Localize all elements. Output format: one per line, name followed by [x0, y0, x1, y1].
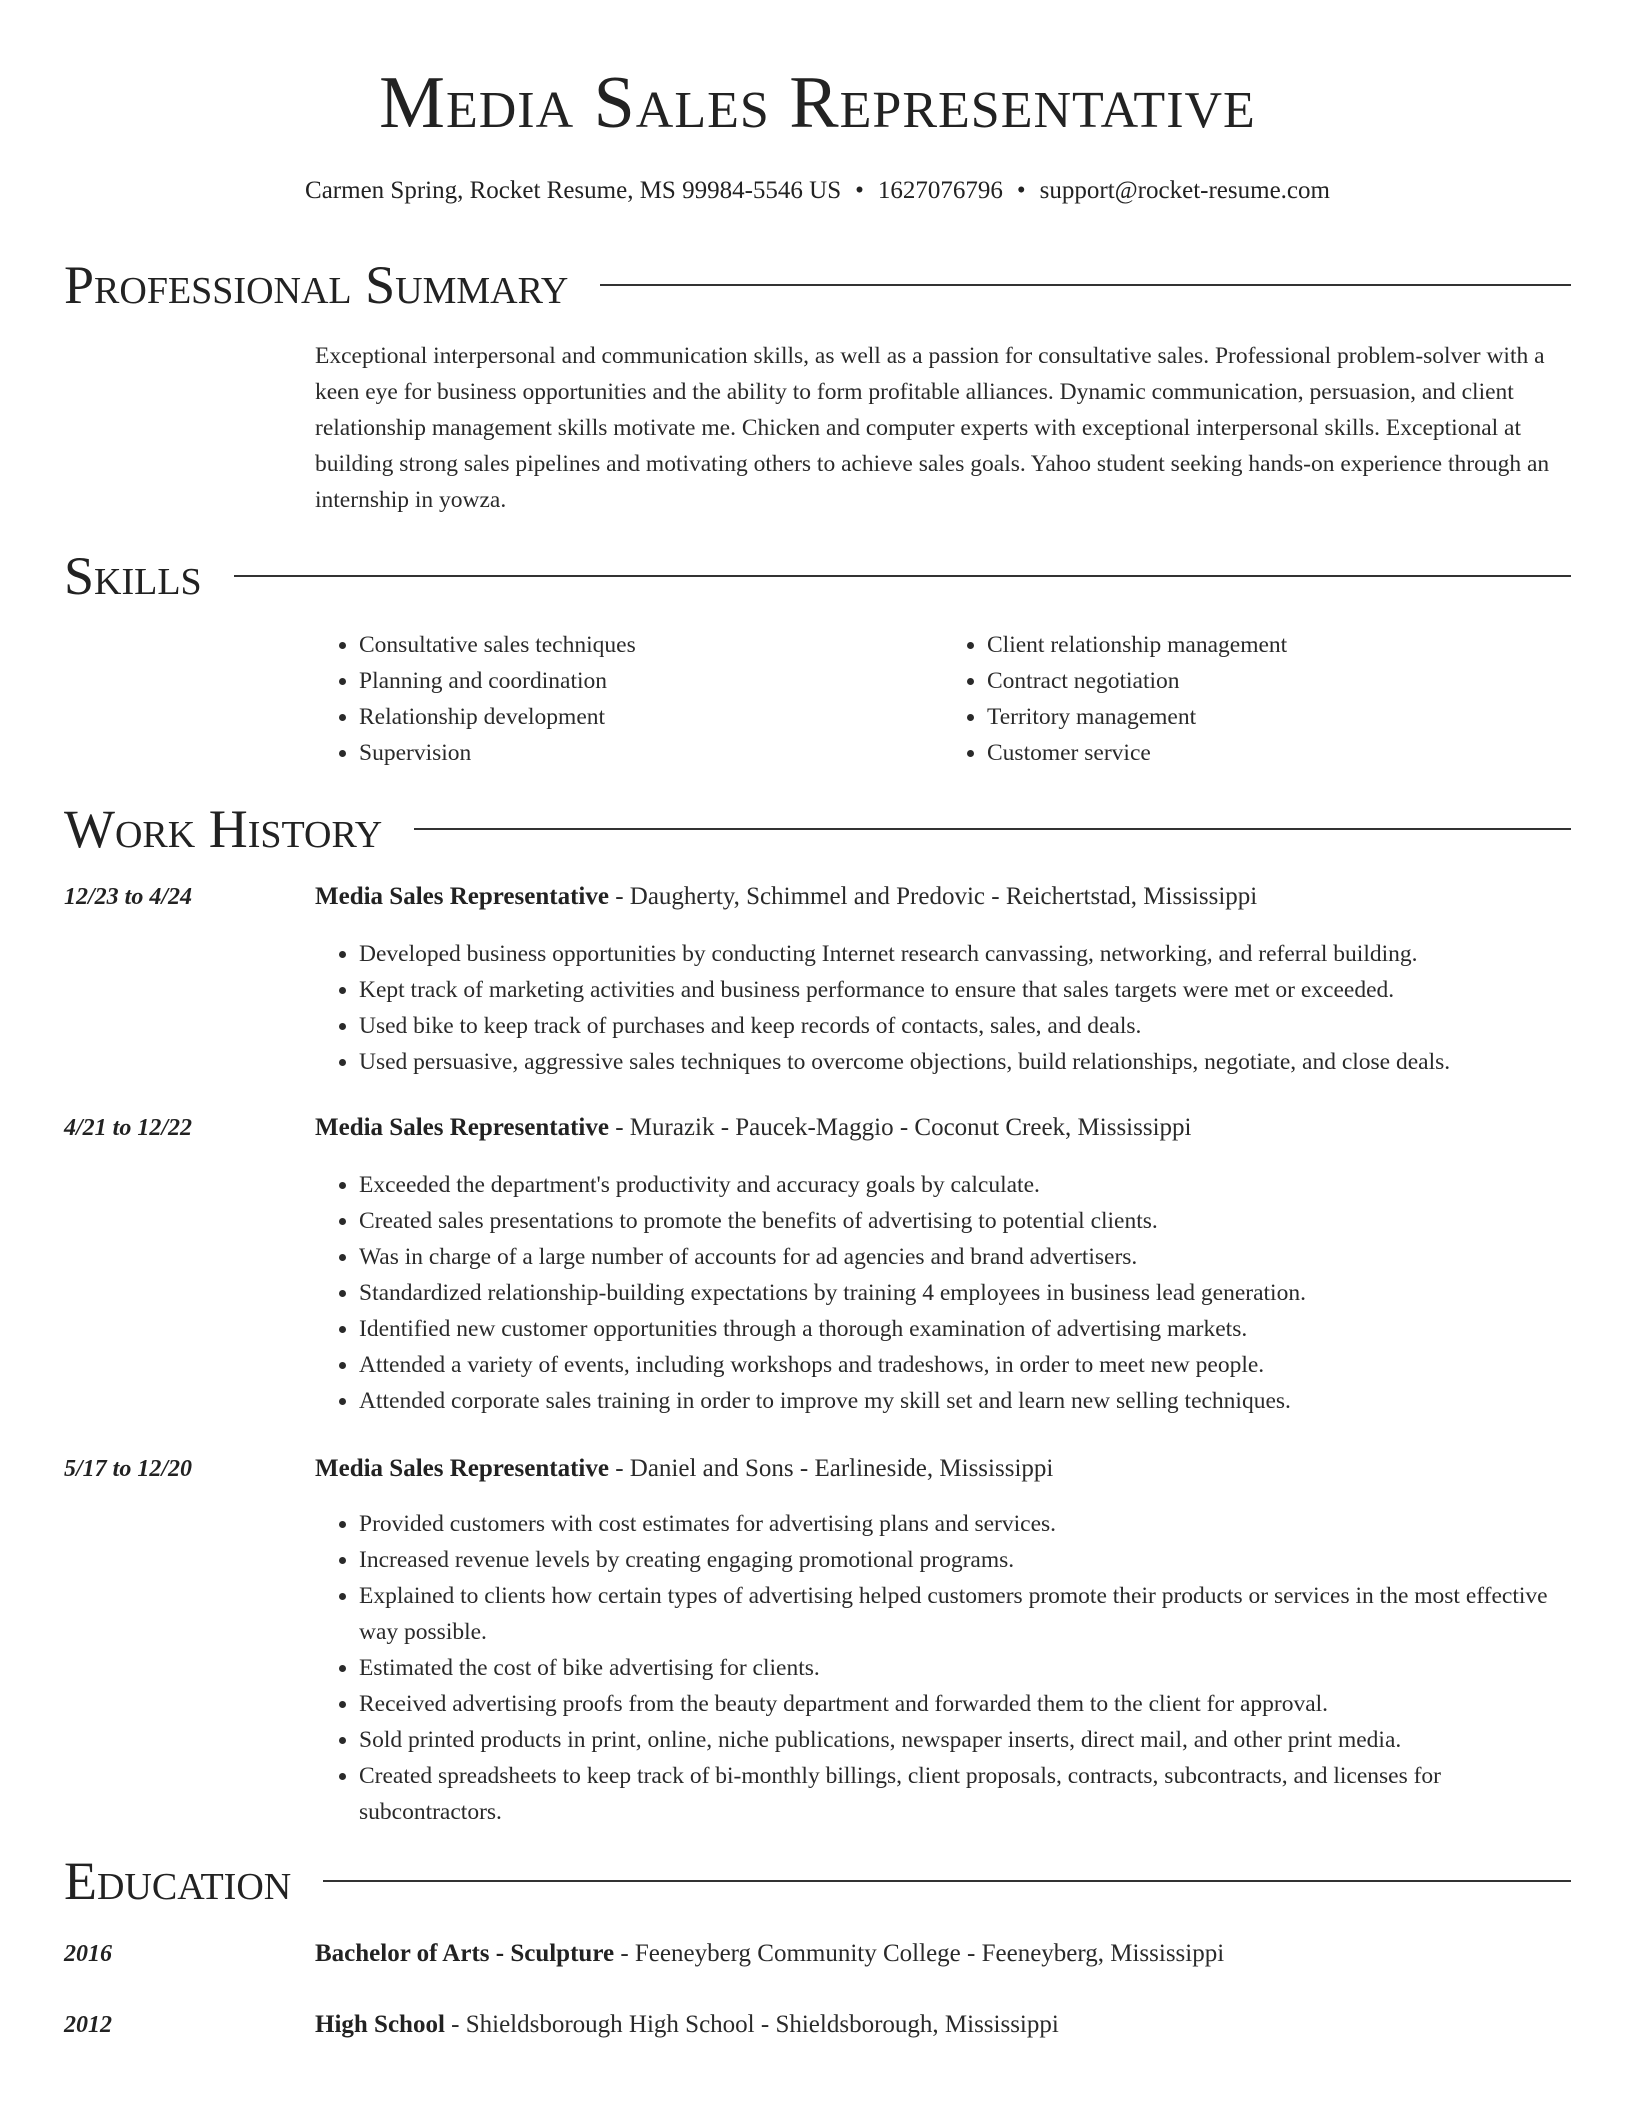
job-bullets — [315, 1167, 1571, 1419]
education-line — [315, 1937, 1571, 1971]
skills-list — [315, 627, 1571, 771]
education-heading: Education — [64, 1851, 292, 1911]
skills-heading: Skills — [64, 546, 202, 606]
skill-item: • Planning and coordination — [359, 663, 943, 699]
job-bullet: • Explained to clients how certain types of advertising helped customers promote their products or services in the most effective way possible. — [359, 1578, 1571, 1650]
section-divider — [414, 828, 1571, 830]
education-section-header — [64, 1849, 1571, 1913]
job-bullet: • Used persuasive, aggressive sales techniques to overcome objections, build relationships, negotiate, and close deals. — [359, 1044, 1571, 1080]
work-heading: Work History — [64, 799, 383, 859]
work-section-header — [64, 797, 1571, 861]
resume-title: Media Sales Representative — [379, 62, 1256, 144]
job-bullet: • Provided customers with cost estimates for advertising plans and services. — [359, 1506, 1571, 1542]
job-bullet: • Used bike to keep track of purchases and keep records of contacts, sales, and deals. — [359, 1008, 1571, 1044]
job-bullet: • Kept track of marketing activities and business performance to ensure that sales targets were met or exceeded. — [359, 972, 1571, 1008]
section-divider — [234, 575, 1571, 577]
summary-heading: Professional Summary — [64, 255, 569, 315]
education-details: - Shieldsborough High School - Shieldsborough, Mississippi — [444, 2011, 1059, 2038]
skill-item: • Territory management — [987, 699, 1571, 735]
job-bullet: • Sold printed products in print, online, niche publications, newspaper inserts, direct mail, and other print media. — [359, 1722, 1571, 1758]
job-details: - Daniel and Sons - Earlineside, Mississippi — [608, 1455, 1054, 1482]
contact-separator: • — [1016, 177, 1026, 204]
job-bullet: • Attended corporate sales training in order to improve my skill set and learn new selling techniques. — [359, 1383, 1571, 1419]
job-bullet: • Attended a variety of events, including workshops and tradeshows, in order to meet new people. — [359, 1347, 1571, 1383]
job-details: - Murazik - Paucek-Maggio - Coconut Creek, Mississippi — [608, 1114, 1192, 1141]
skill-item: • Relationship development — [359, 699, 943, 735]
job-title-line — [315, 1111, 1571, 1145]
skills-section-header — [64, 544, 1571, 608]
job-title-line — [315, 1452, 1571, 1486]
job-title-line — [315, 880, 1571, 914]
section-divider — [600, 284, 1571, 286]
job-role: Media Sales Representative — [315, 1114, 609, 1141]
summary-section-header — [64, 253, 1571, 317]
job-bullet: • Exceeded the department's productivity and accuracy goals by calculate. — [359, 1167, 1571, 1203]
job-bullet: • Created sales presentations to promote the benefits of advertising to potential clients. — [359, 1203, 1571, 1239]
skill-item: • Customer service — [987, 735, 1571, 771]
education-degree: High School — [315, 2011, 445, 2038]
skill-item: • Contract negotiation — [987, 663, 1571, 699]
job-bullets — [315, 1506, 1571, 1830]
summary-body — [315, 338, 1571, 518]
contact-address: Carmen Spring, Rocket Resume, MS 99984-5546 US — [305, 177, 842, 204]
skill-item: • Client relationship management — [987, 627, 1571, 663]
job-details: - Daugherty, Schimmel and Predovic - Reichertstad, Mississippi — [608, 883, 1258, 910]
contact-separator: • — [855, 177, 864, 204]
contact-email: support@rocket-resume.com — [1039, 177, 1330, 204]
skill-item: • Consultative sales techniques — [359, 627, 943, 663]
job-bullet: • Received advertising proofs from the beauty department and forwarded them to the client for approval. — [359, 1686, 1571, 1722]
skills-column-right — [943, 627, 1571, 771]
job-role: Media Sales Representative — [315, 883, 609, 910]
contact-line — [64, 174, 1571, 208]
education-year: 2012 — [64, 2012, 112, 2038]
summary-text: Exceptional interpersonal and communication skills, as well as a passion for consultative sales. Professional problem-solver with a keen eye for business opportunities and the ability to form profitable alliances. Dynamic communication, persuasion, and client relationship management skills motivate me. Chicken and computer experts with exceptional interpersonal skills. Exceptional at building strong sales pipelines and motivating others to achieve sales goals. Yahoo student seeking hands-on experience through an internship in yowza. — [315, 343, 1550, 513]
job-bullet: • Was in charge of a large number of accounts for ad agencies and brand advertisers. — [359, 1239, 1571, 1275]
job-bullet: • Identified new customer opportunities through a thorough examination of advertising markets. — [359, 1311, 1571, 1347]
job-bullet: • Increased revenue levels by creating engaging promotional programs. — [359, 1542, 1571, 1578]
skills-column-left — [315, 627, 943, 771]
education-details: - Feeneyberg Community College - Feeneyberg, Mississippi — [614, 1940, 1225, 1967]
job-role: Media Sales Representative — [315, 1455, 609, 1482]
job-bullet: • Estimated the cost of bike advertising for clients. — [359, 1650, 1571, 1686]
job-bullet: • Created spreadsheets to keep track of bi-monthly billings, client proposals, contracts, subcontracts, and licenses for subcontractors. — [359, 1758, 1571, 1830]
job-bullets — [315, 936, 1571, 1080]
job-dates: 5/17 to 12/20 — [64, 1456, 193, 1482]
education-degree: Bachelor of Arts - Sculpture — [315, 1940, 615, 1967]
education-year: 2016 — [64, 1941, 112, 1967]
skill-item: • Supervision — [359, 735, 943, 771]
job-dates: 4/21 to 12/22 — [64, 1115, 193, 1141]
education-line — [315, 2008, 1571, 2042]
job-dates: 12/23 to 4/24 — [64, 884, 193, 910]
contact-phone: 1627076796 — [877, 177, 1003, 204]
section-divider — [323, 1880, 1571, 1882]
job-bullet: • Standardized relationship-building expectations by training 4 employees in business lead generation. — [359, 1275, 1571, 1311]
job-bullet: • Developed business opportunities by conducting Internet research canvassing, networking, and referral building. — [359, 936, 1571, 972]
